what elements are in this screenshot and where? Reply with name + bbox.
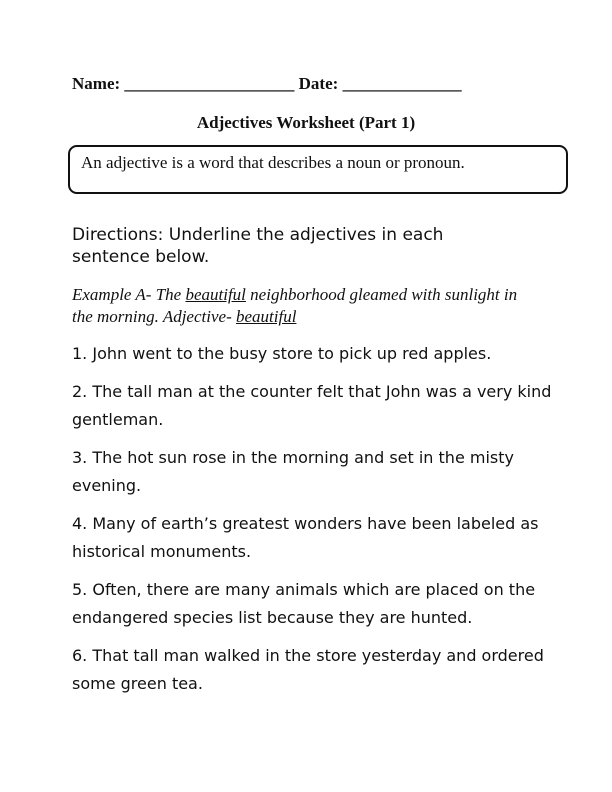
sentence-3[interactable]: 3. The hot sun rose in the morning and set in the misty evening. (72, 448, 514, 495)
name-blank[interactable]: ____________________ (124, 74, 295, 93)
example-sentence (72, 284, 542, 328)
sentence-5[interactable]: 5. Often, there are many animals which are placed on the endangered species list because they are hunted. (72, 580, 536, 627)
definition-box (68, 145, 568, 194)
example-middle: neighborhood gleamed with sunlight in the morning. Adjective- (72, 285, 518, 326)
directions-text: Directions: Underline the adjectives in each sentence below. (72, 225, 444, 267)
worksheet-header (72, 74, 552, 94)
example-adjective: beautiful (185, 285, 246, 304)
definition-text: An adjective is a word that describes a noun or pronoun. (81, 153, 465, 172)
sentence-4[interactable]: 4. Many of earth’s greatest wonders have been labeled as historical monuments. (72, 514, 539, 561)
sentence-list (72, 340, 552, 708)
sentence-6[interactable]: 6. That tall man walked in the store yesterday and ordered some green tea. (72, 646, 544, 693)
sentence-1[interactable]: 1. John went to the busy store to pick up red apples. (72, 344, 492, 363)
example-prefix: Example A- The (72, 285, 186, 304)
example-answer: beautiful (235, 307, 297, 326)
worksheet-title: Adjectives Worksheet (Part 1) (196, 113, 416, 132)
name-label: Name: (72, 74, 121, 93)
date-blank[interactable]: ______________ (342, 74, 462, 93)
sentence-2[interactable]: 2. The tall man at the counter felt that John was a very kind gentleman. (72, 382, 552, 429)
date-label: Date: (298, 74, 339, 93)
